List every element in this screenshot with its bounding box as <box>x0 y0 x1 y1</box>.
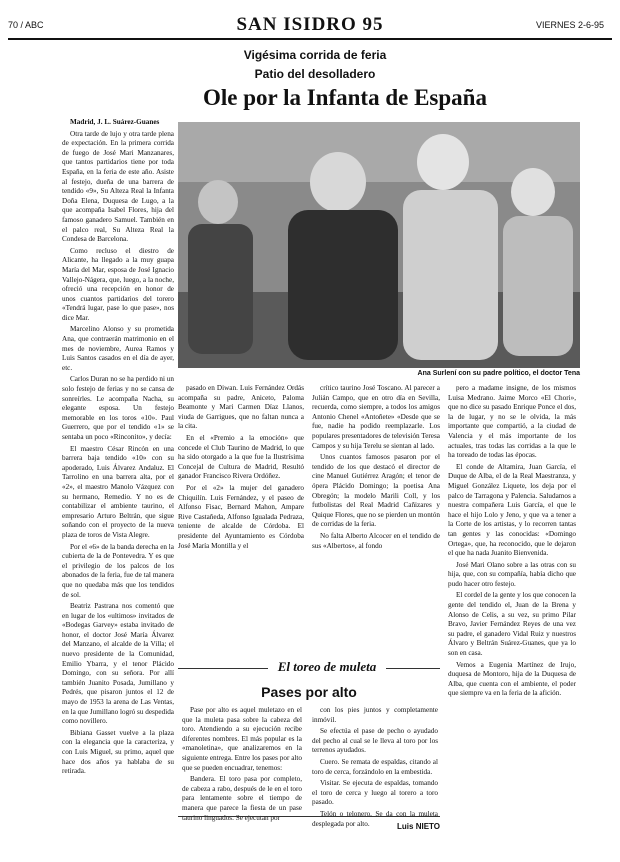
headline: Ole por la Infanta de España <box>203 85 487 110</box>
sidebar-rule-left <box>178 668 268 669</box>
paragraph: Carlos Duran no se ha perdido ni un solo festejo de ferias y no se cansa de sonreírles. Le acompaña Nacha, su elegante esposa. Un festejo memorable en los toros «10». Paul Guerrero, que por el tendido «1» se sentaba un poco «Rinconito», y decía: <box>62 375 174 441</box>
paragraph: pero a madame insigne, de los mismos Luisa Medrano. Jaime Morco «El Chori», que no dice su pasado Enrique Ponce el dos, la de lugar, y no se le olvida, la más importante que compartió, a la ciudad de Valencia y el más importante de los actuales, tras todas las corridas a la que le ha toreado de todas las épocas. <box>448 384 576 460</box>
column-1 <box>62 118 174 862</box>
paragraph: Marcelino Alonso y su prometida Ana, que contraerán matrimonio en el mes de noviembre, Aurea Ramos y Luis Santos casados en el día de ayer, etc. <box>62 325 174 372</box>
kicker-patio: Patio del desolladero <box>254 67 376 81</box>
paragraph: Bibiana Gasset vuelve a la plaza con la elegancia que la caracteriza, y con Luis Miguel, su primo, aquel que hace dos años ya hablaba de su retirada. <box>62 728 174 776</box>
paragraph: El conde de Altamira, Juan García, el Duque de Alba, el de la Real Maestranza, y Miguel González Liquete, los deja por el palco de Tarragona y Palencia. Saludamos a nuestra compañera Luis García, el que le hace el hijo Lolo y Jeno, y que va a tener a la Corte de los artistas, y lo recorren tantas tan gentes y las conocidas: «Domingo Ortega», que, ha reconocido, que le dejaron el que ha nada Juanito Bienvenida. <box>448 462 576 558</box>
column-2 <box>178 384 304 654</box>
paragraph: El cordel de la gente y los que conocen la gente del tendido el, Juan de la Brena y Alonso de Celis, a su vez, su primo Pilar Bravo, Javier Fernández Reyes de una vez su padre, el ganadero Vidal Ruiz y nuestros Álvaro y Beltrán Suárez-Guanes, que ya lo son en casa. <box>448 591 576 658</box>
photo-illustration <box>178 122 580 368</box>
sidebar-rule-right <box>386 668 440 669</box>
byline: Luis NIETO <box>397 822 440 831</box>
paragraph: Cuero. Se remata de espaldas, citando al toro de cerca, forzándolo en la embestida. <box>312 757 438 776</box>
paragraph: crítico taurino José Toscano. Al parecer a Julián Campo, que en otro día en Sevilla, recuerda, como siempre, a todos los amigos Antonio Chenel «Antoñete» «Desde que se fue, nadie ha podido reemplazarle. Los populares presentadores de televisión Teresa Campos y su hija Terelu se sientan al lado. <box>312 384 440 450</box>
sidebar-subtitle: Pases por alto <box>261 684 357 700</box>
paragraph: Por el «2» la mujer del ganadero Chiquilín. Luis Fernández, y el paseo de Alfonso Fisac, Bernard Mahon, Ampare Rive Castañeda, Alfonso Igualada Pedraza, teniente de alcalde de Córdoba. El presidente del Ayuntamiento es Córdoba José María Montilla y el <box>178 483 304 550</box>
paragraph: No falta Alberto Alcocer en el tendido de sus «Albertos», al fondo <box>312 531 440 550</box>
kicker-corrida: Vigésima corrida de feria <box>243 48 387 62</box>
sidebar-title: El toreo de muleta <box>277 659 377 674</box>
paragraph: Telón o telonero. Se da con la muleta desplegada por alto. <box>312 809 438 828</box>
header-rule <box>8 38 612 40</box>
paragraph: Vemos a Eugenia Martínez de Irujo, duquesa de Montoro, hija de la Duquesa de Alba, que cuenta con el ambiente, el poder que siempre va en la feria de la afición. <box>448 660 576 698</box>
paragraph: El maestro César Rincón en una barrera baja tendido «10» con su apoderado, Luis Álvarez Andaluz. El Tarrolino en una barrera alta, por el «2», el maestro Manolo Vázquez con su hermano, Remedio. Y no es de contabilizar el ambiente taurino, el empresario Arturo Beltrán, que sigue soñando con el proyecto de la nueva plaza de toros de Vista Alegre. <box>62 444 174 539</box>
photo-caption: Ana Surlení con su padre político, el doctor Tena <box>417 370 580 377</box>
paragraph: con los pies juntos y completamente inmóvil. <box>312 706 438 724</box>
paragraph: Unos cuantos famosos pasaron por el tendido de los que destacó el director de cine Manuel Gutiérrez Aragón; el tenor de ópera Plácido Domingo; la poetisa Ana Obregón; la modelo Marili Coll, y los futbolistas del Real Madrid Cañizares y Quique Flores, que no se pierden un montón de corridas de la feria. <box>312 453 440 529</box>
paragraph: Pase por alto es aquel muletazo en el que la muleta pasa sobre la cabeza del toro. Atendiendo a su ejecución recibe diferentes nombres. El más popular es la «manoletina», que analizaremos en la siguiente entrega. Entre los pases por alto que se pueden encuadrar, tenemos: <box>182 706 302 772</box>
column-3 <box>312 384 440 654</box>
sidebar-bottom-rule <box>178 816 440 817</box>
paragraph: Por el «6» de la banda derecha en la cubierta de la de Pontevedra. Y es que el privilegio de los palcos de los abonados de la feria, fue de tal manera que no quedaba más que los tendidos de sol. <box>62 542 174 599</box>
column-4 <box>448 384 576 854</box>
sidebar-column-a <box>182 706 302 822</box>
paragraph: pasado en Diwan. Luis Fernández Ordás acompaña su padre, Aniceto, Paloma Beamonte y Mari Carmen Díaz Llanos, viuda de Garrigues, que no faltan nunca a la cita. <box>178 384 304 431</box>
paragraph: Se efectúa el pase de pecho o ayudado del pecho al cual se le lleva al toro por los terrenos ayudados. <box>312 727 438 755</box>
paragraph: Bandera. El toro pasa por completo, de cabeza a rabo, después de le en el toro para lentamente sobre el tiempo de manera que parece la fiesta de un pase taurino linguados. Se ejecutan por <box>182 775 302 822</box>
news-photo <box>178 122 580 368</box>
paragraph: Visitar. Se ejecuta de espaldas, tomando el toro de cerca y luego al torero a toro pasado. <box>312 779 438 807</box>
paragraph: Como recluso el diestro de Alicante, ha llegado a la muy guapa María del Mar, esposa de José Ignacio Vallejo-Nágera, que, luego, a la noche, ofreció una recepción en honor de unos cuantos partidarios del torero «Tendrá lugar, pase lo que pase», nos dice Mar. <box>62 246 174 322</box>
section-title: SAN ISIDRO 95 <box>236 14 384 35</box>
paragraph: José Mari Olano sobre a las otras con su hija, que, con su compañía, había dicho que pudo hacer otro festejo. <box>448 560 576 588</box>
paragraph: Beatriz Pastrana nos comentó que en lugar de los «ultimos» invitados de «Bodegas Garvey» estaba invitado de honor, el doctor José María Álvarez del Manzano, el alcalde de la Villa; el nuevo presidente de la Comunidad, Emilio Ybarra, y el tenor Plácido Domingo, con su señora. Por allí también Juanito Posada, Jumillano y Pedrés, que pisaron juntos el 12 de mayo de 1953 la arena de Las Ventas, en la que Jumillano logró su despedida como novillero. <box>62 602 174 726</box>
issue-date: VIERNES 2-6-95 <box>535 20 604 30</box>
paragraph: En el «Premio a la emoción» que concede el Club Taurino de Madrid, lo que ha sido otorgado a la que fue la Ilustrísima Concejal de Cultura de Madrid, Resultó ganador Francisco Rivera Ordóñez. <box>178 433 304 481</box>
page-folio: 70 / ABC <box>8 20 44 30</box>
paragraph: Madrid, J. L. Suárez-Guanes <box>70 118 160 126</box>
paragraph: Otra tarde de lujo y otra tarde plena de expectación. En la primera corrida de fuego de José Mari Manzanares, que tantos partidarios tiene por toda España, en la feria de este año. Asiste al festejo, dueña de una barrera de tendido «9», Su Alteza Real la Infanta Doña Elena, Duquesa de Lugo, a la que acompaña Isabel Flores, hija del famoso ganadero Samuel. También en el palco real, Su Alteza Real la Condesa de Barcelona. <box>62 129 174 244</box>
